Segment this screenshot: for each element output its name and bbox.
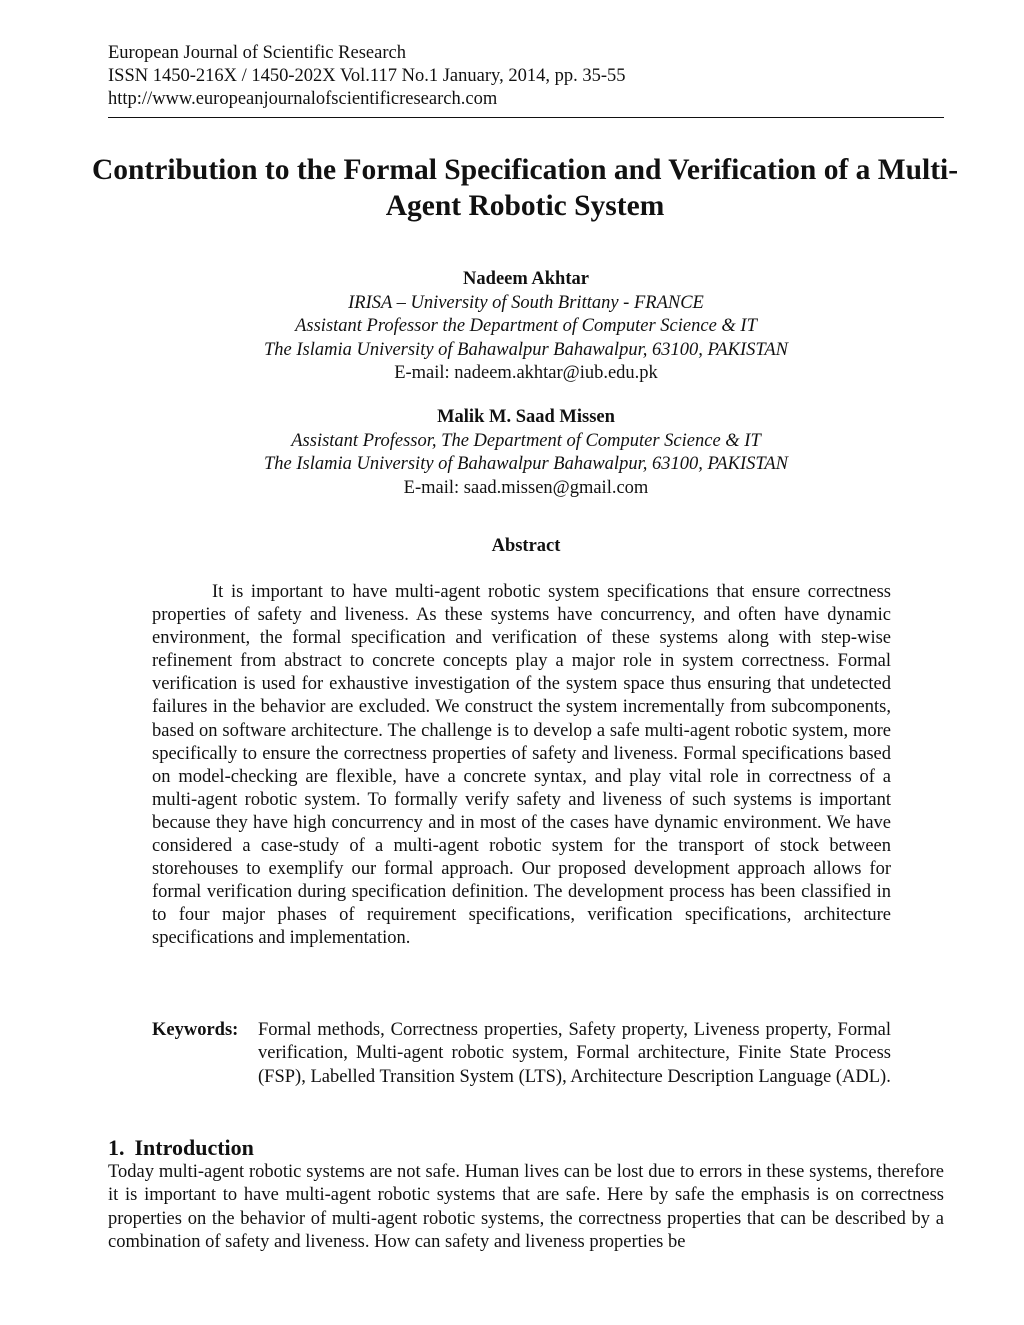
journal-header [108,42,944,111]
author-email: E-mail: nadeem.akhtar@iub.edu.pk [394,363,658,383]
keywords-label: Keywords: [152,1020,239,1040]
header-divider [108,117,944,118]
abstract-heading: Abstract [491,536,561,556]
issn-line: ISSN 1450-216X / 1450-202X Vol.117 No.1 January, 2014, pp. 35-55 [108,66,626,86]
section-number: 1. [108,1135,125,1160]
section-heading-introduction [108,1134,254,1162]
author-affiliation: The Islamia University of Bahawalpur Bahawalpur, 63100, PAKISTAN [263,454,788,474]
keywords-block [152,1019,891,1089]
author-affiliation: Assistant Professor, The Department of Computer Science & IT [291,430,761,451]
author-name: Malik M. Saad Missen [437,407,615,427]
keywords-text: Formal methods, Correctness properties, Safety property, Liveness property, Formal verification, Multi-agent robotic system, Formal architecture, Finite State Process (FSP), Labelled Transition System (LTS), Architecture Description Language (ADL). [258,1020,891,1087]
author-block-2 [108,406,944,500]
author-affiliation: The Islamia University of Bahawalpur Bahawalpur, 63100, PAKISTAN [263,339,788,360]
journal-website: http://www.europeanjournalofscientificresearch.com [108,89,498,109]
section-title: Introduction [134,1135,254,1160]
journal-name: European Journal of Scientific Research [108,43,406,63]
introduction-text: Today multi-agent robotic systems are not safe. Human lives can be lost due to errors in these systems, therefore it is important to have multi-agent robotic systems that are safe. Here by safe the emphasis is on correctness properties on the behavior of multi-agent robotic systems, the correctness properties that can be described by a combination of safety and liveness. How can safety and liveness properties be [108,1162,944,1252]
author-affiliation: Assistant Professor the Department of Computer Science & IT [295,316,757,336]
author-affiliation: IRISA – University of South Brittany - FRANCE [348,292,704,313]
paper-title: Contribution to the Formal Specification and Verification of a Multi-Agent Robotic System [91,154,959,222]
author-block-1 [108,268,944,386]
author-name: Nadeem Akhtar [463,269,589,289]
author-email: E-mail: saad.missen@gmail.com [403,477,649,498]
abstract-text: It is important to have multi-agent robotic system specifications that ensure correctness properties of safety and liveness. As these systems have concurrency, and often have dynamic environment, the formal specification and verification of these systems along with step-wise refinement from abstract to concrete concepts play a major role in system correctness. Formal verification is used for exhaustive investigation of the system space thus ensuring that undetected failures in the behavior are excluded. We construct the system incrementally from subcomponents, based on software architecture. The challenge is to develop a safe multi-agent robotic system, more specifically to ensure the correctness properties of safety and liveness. Formal specifications based on model-checking are flexible, have a concrete syntax, and play vital role in correctness of a multi-agent robotic system. To formally verify safety and liveness of such systems is important because they have high concurrency and in most of the cases have dynamic environment. We have considered a case-study of a multi-agent robotic system for the transport of stock between storehouses to exemplify our formal approach. Our proposed development approach allows for formal verification during specification definition. The development process has been classified in to four major phases of requirement specifications, verification specifications, architecture specifications and implementation. [152,582,891,949]
